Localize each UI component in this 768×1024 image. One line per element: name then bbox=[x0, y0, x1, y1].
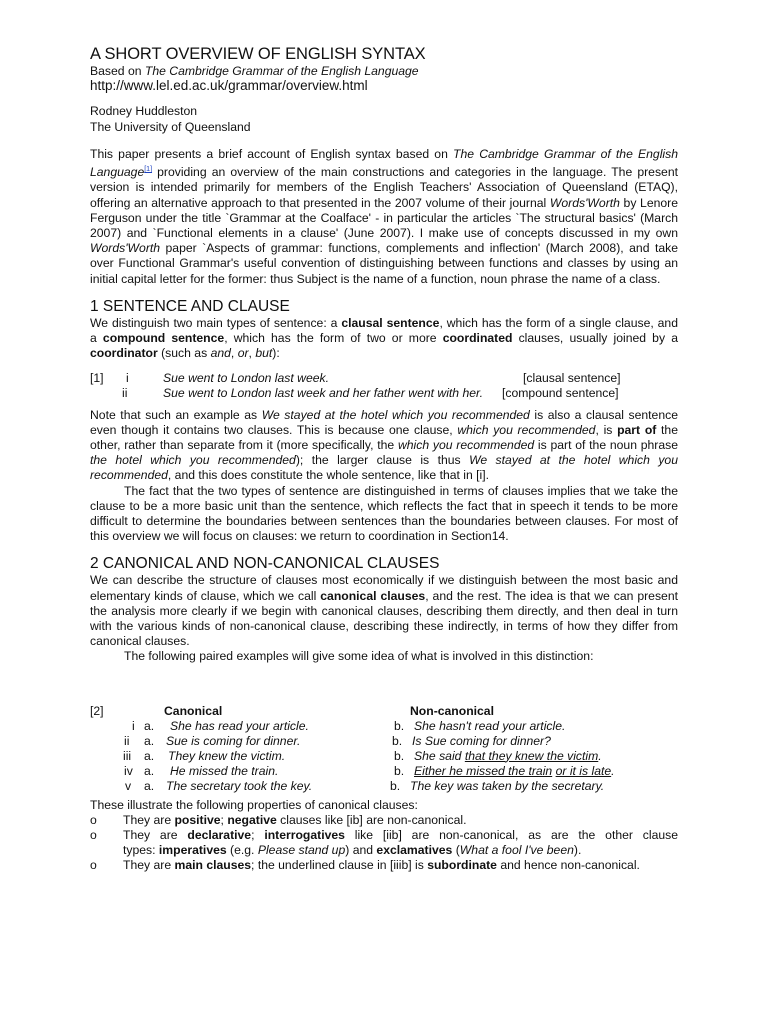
author-block bbox=[90, 103, 678, 135]
based-on-line: Based on The Cambridge Grammar of the English Language bbox=[90, 64, 419, 78]
source-url[interactable]: http://www.lel.ed.ac.uk/grammar/overview.html bbox=[90, 78, 368, 93]
example-number: [1] bbox=[90, 370, 104, 385]
section-2-paragraph-1: We can describe the structure of clauses most economically if we distinguish between the most basic and elementary kinds of clause, which we call canonical clauses, and the rest. The idea is that we can present the analysis more clearly if we begin with canonical clauses, describing them directly, and then deal in turn with the various kinds of non-canonical clause, describing these indirectly, in terms of how they differ from canonical clauses. bbox=[90, 573, 679, 649]
properties-intro: These illustrate the following properties of canonical clauses: bbox=[90, 797, 418, 812]
intro-paragraph: This paper presents a brief account of English syntax based on The Cambridge Grammar of the English Language[1] providing an overview of the main constructions and categories in the language. The present version is intended primarily for members of the English Teachers' Association of Queensland (ETAQ), offering an alternative approach to that presented in the 2007 volume of their journal Words'Worth by Lenore Ferguson under the title `Grammar at the Coalface' - in particular the articles `The structural basics' (March 2007) and `Functional elements in a clause' (June 2007). I make use of concepts discussed in my own Words'Worth paper `Aspects of grammar: functions, complements and inflection' (March 2008), and take over Functional Grammar's useful convention of distinguishing between functions and classes by using an initial capital letter for the former: thus Subject is the name of a function, noun phrase the name of a class. bbox=[90, 147, 679, 286]
book-title: The Cambridge Grammar of the English Language bbox=[144, 64, 419, 78]
example-1 bbox=[90, 371, 678, 401]
author-affiliation: The University of Queensland bbox=[90, 120, 251, 134]
section-2-paragraph-2: The following paired examples will give some idea of what is involved in this distinction: bbox=[124, 649, 594, 664]
example-sentence: Sue went to London last week and her father went with her. bbox=[163, 385, 484, 400]
section-1-paragraph-2: Note that such an example as We stayed at the hotel which you recommended is also a clausal sentence even though it contains two clauses. This is because one clause, which you recommended, is part of the other, rather than separate from it (more specifically, the which you recommended is part of the noun phrase the hotel which you recommended); the larger clause is thus We stayed at the hotel which you recommended, and this does constitute the whole sentence, like that in [i]. bbox=[90, 407, 678, 483]
example-number: [2] bbox=[90, 703, 104, 718]
section-1-heading: 1 SENTENCE AND CLAUSE bbox=[90, 297, 290, 315]
example-index: i bbox=[126, 370, 129, 385]
example-2: [2] Canonical Non-canonical i a. She has read your article. b. She hasn't read your article. ii a. Sue is coming for dinner. b. Is Sue coming for dinner? iii a. They knew the victim. b. She said that they knew the victim. iv a. He missed the train. b. Either he missed the train or it is late. v a. The secretary took the key. b. The key was taken by the secretary. bbox=[90, 703, 615, 793]
example-label: [clausal sentence] bbox=[523, 370, 621, 385]
bullet-marker: o bbox=[90, 827, 97, 842]
footnote-link[interactable]: [1] bbox=[144, 166, 153, 174]
example-label: [compound sentence] bbox=[502, 385, 619, 400]
section-1-paragraph-3: The fact that the two types of sentence are distinguished in terms of clauses implies that we take the clause to be a more basic unit than the sentence, which reflects the fact that in speech it tends to be more difficult to determine the boundaries between sentences than the boundaries between clauses. For most of this overview we will focus on clauses: we return to coordination in Section14. bbox=[90, 483, 678, 544]
bullet-item-positive: o They are positive; negative clauses like [ib] are non-canonical. bbox=[90, 812, 467, 827]
doc-title: A SHORT OVERVIEW OF ENGLISH SYNTAX bbox=[90, 45, 426, 63]
column-header-canonical: Canonical bbox=[164, 703, 223, 718]
section-2-heading: 2 CANONICAL AND NON-CANONICAL CLAUSES bbox=[90, 555, 440, 573]
author-name: Rodney Huddleston bbox=[90, 104, 198, 118]
bullet-item-main-clauses: o They are main clauses; the underlined clause in [iiib] is subordinate and hence non-canonical. bbox=[90, 858, 640, 873]
example-sentence: Sue went to London last week. bbox=[163, 370, 329, 385]
document-page bbox=[90, 44, 678, 874]
column-header-non-canonical: Non-canonical bbox=[410, 703, 494, 718]
bullet-item-declarative: o They are declarative; interrogatives like [iib] are non-canonical, as are the other clause types: imperatives (e.g. Please stand up) and exclamatives (What a fool I've been). bbox=[90, 827, 679, 858]
section-1-paragraph-1: We distinguish two main types of sentence: a clausal sentence, which has the form of a single clause, and a compound sentence, which has the form of two or more coordinated clauses, usually joined by a coordinator (such as and, or, but): bbox=[90, 315, 678, 361]
bullet-marker: o bbox=[90, 858, 97, 873]
bullet-marker: o bbox=[90, 812, 97, 827]
example-index: ii bbox=[122, 385, 128, 400]
